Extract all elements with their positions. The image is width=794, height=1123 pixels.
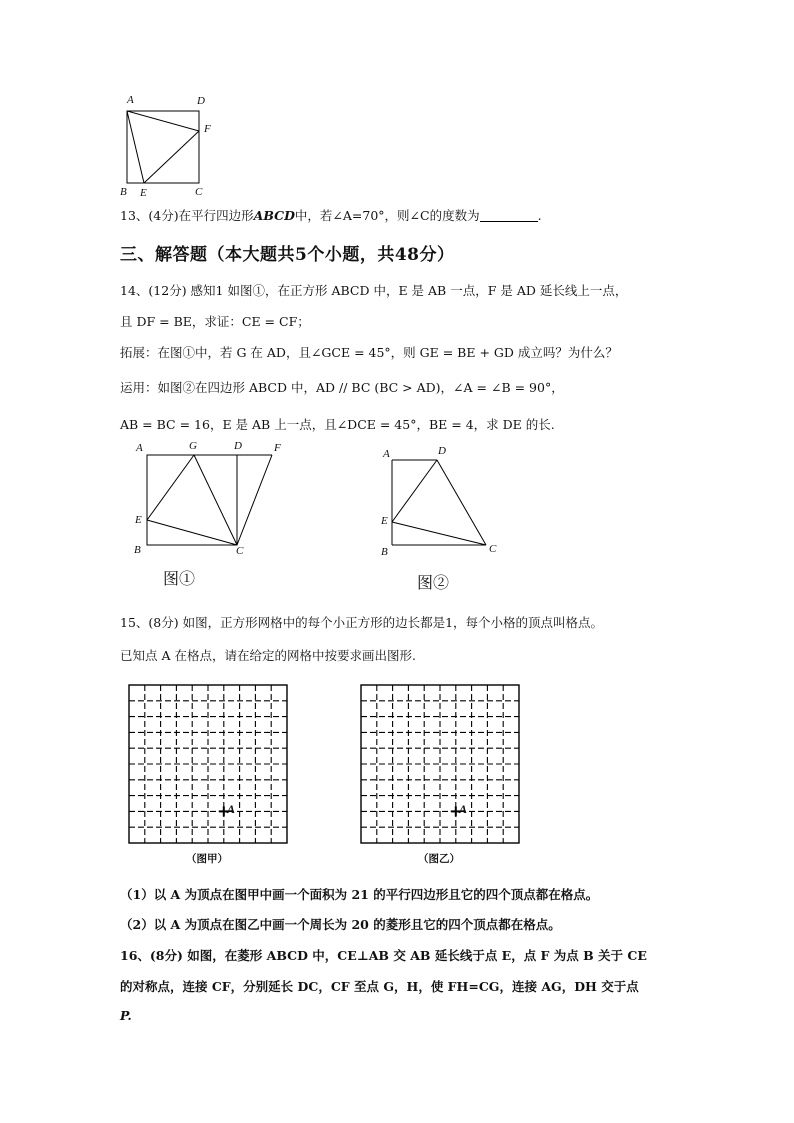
q15-part-2: （2）以 A 为顶点在图乙中画一个周长为 20 的菱形且它的四个顶点都在格点。	[120, 917, 561, 932]
figure-square-abcd	[115, 94, 225, 204]
fig1-label-d: D	[234, 440, 242, 452]
fig1-caption: 图①	[163, 569, 196, 588]
label-f: F	[204, 123, 211, 135]
fig2-de	[392, 460, 437, 522]
fig1-fc	[237, 455, 272, 545]
q13-answer-blank[interactable]	[480, 209, 538, 222]
segment-ef	[144, 131, 199, 183]
fig2-label-a: A	[383, 448, 390, 460]
fig1-ec	[147, 520, 237, 545]
q15-part-1: （1）以 A 为顶点在图甲中画一个面积为 21 的平行四边形且它的四个顶点都在格点。	[120, 887, 599, 902]
label-b: B	[120, 186, 127, 198]
q13-suffix: .	[537, 208, 542, 223]
segment-ae	[127, 111, 144, 183]
figure-1-diagram	[130, 440, 300, 595]
fig1-label-a: A	[136, 442, 143, 454]
grid-jia-caption: （图甲）	[186, 853, 228, 865]
q14-line-4: 运用：如图②在四边形 ABCD 中，AD // BC (BC > AD)，∠A = ∠B = 90°，	[120, 380, 564, 395]
fig2-caption: 图②	[417, 573, 450, 592]
label-a: A	[127, 94, 134, 106]
label-e: E	[140, 187, 147, 199]
grid-figure-yi	[360, 684, 520, 864]
grid-yi[interactable]	[360, 684, 520, 844]
grid-jia[interactable]	[128, 684, 288, 844]
fig2-label-d: D	[438, 445, 446, 457]
fig1-label-f: F	[274, 442, 281, 454]
fig1-square	[147, 455, 237, 545]
fig1-label-g: G	[189, 440, 197, 452]
q15-line-2: 已知点 A 在格点，请在给定的网格中按要求画出图形.	[120, 648, 416, 663]
fig1-label-c: C	[236, 545, 244, 557]
grid-figure-jia	[128, 684, 288, 864]
fig1-label-e: E	[135, 514, 142, 526]
question-13	[120, 206, 542, 224]
q14-line-5: AB = BC = 16，E 是 AB 上一点，且∠DCE = 45°，BE = 4，求 DE 的长.	[120, 417, 555, 432]
square-diagram	[115, 94, 225, 204]
fig1-label-b: B	[134, 544, 141, 556]
section-3-heading: 三、解答题（本大题共5个小题，共48分）	[120, 245, 455, 265]
q15-line-1: 15、(8分) 如图，正方形网格中的每个小正方形的边长都是1，每个小格的顶点叫格点。	[120, 615, 604, 630]
label-c: C	[195, 186, 203, 198]
label-d: D	[197, 95, 205, 107]
q13-mid: 中，若∠A=70°，则∠C的度数为	[294, 208, 480, 223]
grid-yi-point-a: A	[459, 802, 468, 816]
q14-line-2: 且 DF = BE，求证：CE = CF；	[120, 314, 310, 329]
square-outline	[127, 111, 199, 183]
figure-2	[375, 445, 515, 595]
fig2-dc	[437, 460, 486, 545]
q16-line-2: 的对称点，连接 CF，分别延长 DC，CF 至点 G，H，使 FH=CG，连接 AG，DH 交于点	[120, 979, 639, 994]
fig2-ec	[392, 522, 486, 545]
fig1-gc	[194, 455, 237, 545]
fig2-label-e: E	[381, 515, 388, 527]
grid-jia-point-a: A	[227, 802, 236, 816]
q16-line-1: 16、(8分) 如图，在菱形 ABCD 中，CE⊥AB 交 AB 延长线于点 E，点 F 为点 B 关于 CE	[120, 948, 647, 963]
q14-line-3: 拓展：在图①中，若 G 在 AD，且∠GCE = 45°，则 GE = BE + GD 成立吗？为什么？	[120, 345, 618, 360]
q13-shape: ABCD	[253, 208, 295, 223]
fig2-label-c: C	[489, 543, 497, 555]
q13-prefix: 13、(4分)在平行四边形	[120, 208, 254, 223]
grid-yi-caption: （图乙）	[418, 853, 460, 865]
q16-line-3: P.	[120, 1008, 132, 1023]
q14-line-1: 14、(12分) 感知1 如图①，在正方形 ABCD 中，E 是 AB 一点，F 是 AD 延长线上一点，	[120, 283, 628, 298]
fig1-ge	[147, 455, 194, 520]
fig2-label-b: B	[381, 546, 388, 558]
figure-1	[130, 440, 300, 595]
segment-af	[127, 111, 199, 131]
